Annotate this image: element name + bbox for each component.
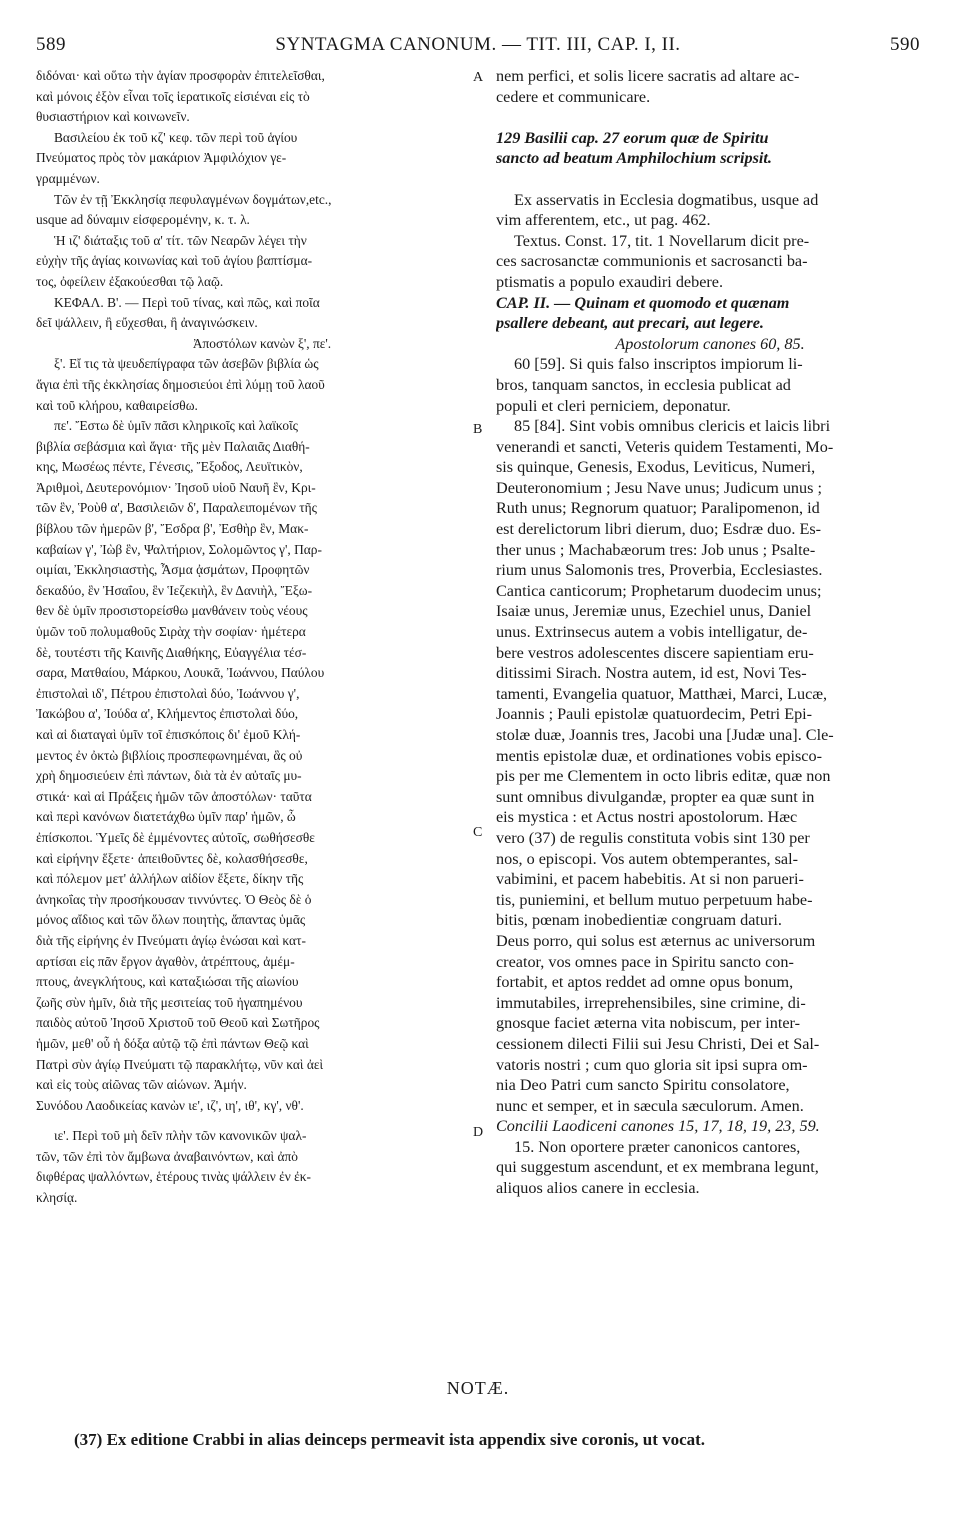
greek-line: ἀνηκοΐας τὴν προσήκουσαν τιννύντες. Ὁ Θεὸς δὲ ὁ bbox=[36, 891, 312, 907]
greek-line: θεν δὲ ὑμῖν προσιστορείσθω μανθάνειν τοὺς νέους bbox=[36, 603, 308, 619]
page-number-left: 589 bbox=[36, 34, 66, 55]
margin-letter-a: A bbox=[473, 70, 484, 85]
greek-line: δὲ, τουτέστι τῆς Καινῆς Διαθήκης, Εὐαγγέλια τέσ- bbox=[36, 644, 307, 660]
notes-heading: NOTÆ. bbox=[446, 1378, 510, 1398]
greek-line: ξ'. Εἴ τις τὰ ψευδεπίγραφα τῶν ἀσεβῶν βιβλία ὡς bbox=[54, 356, 319, 372]
latin-line: tamenti, Evangelia quatuor, Matthæi, Marci, Lucæ, bbox=[496, 684, 828, 703]
latin-line: immutabiles, irreprehensibiles, sine crimine, di- bbox=[496, 993, 806, 1012]
greek-chapter-heading: ΚΕΦΑΛ. Β'. — Περὶ τοῦ τίνας, καὶ πῶς, καὶ ποῖα bbox=[54, 294, 320, 310]
greek-line: κης, Μωσέως πέντε, Γένεσις, Ἔξοδος, Λευϊτικὸν, bbox=[36, 459, 303, 475]
greek-line: χρὴ δημοσιεύειν ἐπὶ πάντων, διὰ τὰ ἐν αὐταῖς μυ- bbox=[36, 768, 302, 784]
running-title: SYNTAGMA CANONUM. — TIT. III, CAP. I, II. bbox=[275, 34, 681, 55]
greek-line: Ἰακώβου α', Ἰούδα α', Κλήμεντος ἐπιστολαὶ δύο, bbox=[36, 706, 299, 722]
greek-subheading: Συνόδου Λαοδικείας κανὼν ιε', ιζ', ιη', ιθ', κγ', νθ'. bbox=[36, 1097, 304, 1113]
latin-line: Ruth unus; Regnorum quatuor; Paralipomenon, id bbox=[496, 499, 820, 518]
greek-line: ὑμῶν τοῦ πολυμαθοῦς Σιρὰχ τὴν σοφίαν· ἡμέτερα bbox=[36, 624, 306, 640]
greek-line: διὰ τῆς εἰρήνης ἐν Πνεύματι ἁγίῳ ἑνώσαι καὶ κατ- bbox=[36, 932, 306, 948]
latin-line: gnosque faciet æterna vita nobiscum, per inter- bbox=[496, 1014, 800, 1033]
latin-line: qui suggestum ascendunt, et ex membrana legunt, bbox=[496, 1158, 819, 1177]
greek-line: παιδὸς αὐτοῦ Ἰησοῦ Χριστοῦ τοῦ Θεοῦ καὶ Σωτῆρος bbox=[36, 1015, 320, 1031]
latin-line: est derelictorum libri dierum, duo; Esdræ duo. Es- bbox=[496, 520, 822, 539]
greek-line: δεῖ ψάλλειν, ἢ εὔχεσθαι, ἢ ἀναγινώσκειν. bbox=[36, 315, 258, 331]
greek-line: ζωῆς σὺν ἡμῖν, διὰ τῆς μεσιτείας τοῦ ἠγαπημένου bbox=[36, 994, 303, 1010]
greek-line: ἐπιστολαὶ ιδ', Πέτρου ἐπιστολαὶ δύο, Ἰωάννου γ', bbox=[36, 685, 300, 701]
latin-line: ditissimi Sirach. Nostra autem, id est, Novi Tes- bbox=[496, 664, 807, 683]
latin-line: vim afferentem, etc., ut pag. 462. bbox=[496, 211, 711, 230]
greek-line: διφθέρας ψαλλόντων, ἑτέρους τινὰς ψάλλειν ἐν ἐκ- bbox=[36, 1169, 311, 1185]
greek-line: Πνεύματος πρὸς τὸν μακάριον Ἀμφιλόχιον γε- bbox=[36, 150, 287, 166]
latin-line: pis per me Clementem in octo libris editæ, quæ non bbox=[496, 767, 831, 786]
latin-line: cessionem dilecti Filii sui Jesu Christi, Dei et Sal- bbox=[496, 1034, 820, 1053]
greek-line: καὶ πόλεμον μετ' ἀλλήλων αἰδίον ἕξετε, δίκην τῆς bbox=[36, 871, 304, 887]
greek-line: usque ad δύναμιν εἰσφερομένην, κ. τ. λ. bbox=[36, 212, 250, 228]
greek-line: Πατρὶ σὺν ἁγίῳ Πνεύματι τῷ παρακλήτῳ, νῦν καὶ ἀεὶ bbox=[36, 1056, 324, 1072]
greek-line: τῶν ἓν, Ῥοὺθ α', Βασιλειῶν δ', Παραλειπομένων τῆς bbox=[36, 500, 317, 516]
latin-line: bitis, pœnam inobedientiæ congruam daturi. bbox=[496, 911, 782, 930]
latin-line: ces sacrosanctæ communionis et sacrosancti ba- bbox=[496, 252, 808, 271]
latin-line: Deuteronomium ; Jesu Nave unus; Judicum unus ; bbox=[496, 478, 822, 497]
greek-line: μόνος αἴδιος καὶ τῶν ὅλων ποιητὴς, ἅπαντας ὑμᾶς bbox=[36, 912, 306, 928]
greek-line: ἅγια ἐπὶ τῆς ἐκκλησίας δημοσιεύοι ἐπὶ λύμῃ τοῦ λαοῦ bbox=[36, 376, 325, 392]
greek-line: πε'. Ἔστω δὲ ὑμῖν πᾶσι κληρικοῖς καὶ λαϊκοῖς bbox=[54, 418, 298, 434]
greek-line: εὐχὴν τῆς ἁγίας κοινωνίας καὶ τοῦ ἁγίου βαπτίσμα- bbox=[36, 253, 313, 269]
greek-line: κλησίᾳ. bbox=[36, 1190, 78, 1206]
latin-line: sis quinque, Genesis, Exodus, Leviticus, Numeri, bbox=[496, 458, 816, 477]
footnote: (37) Ex editione Crabbi in alias deinceps permeavit ista appendix sive coronis, ut vocat. bbox=[74, 1430, 706, 1449]
latin-line: Joannis ; Pauli epistolæ quatuordecim, Petri Epi- bbox=[496, 705, 813, 724]
greek-line: γραμμένων. bbox=[36, 170, 100, 186]
greek-line: σαρα, Ματθαίου, Μάρκου, Λουκᾶ, Ἰωάννου, Παύλου bbox=[36, 665, 325, 681]
greek-line: δεκαδύο, ἓν Ἠσαΐου, ἓν Ἱεζεκιὴλ, ἓν Δανιὴλ, Ἔξω- bbox=[36, 582, 313, 598]
latin-line: creator, vos omnes pace in Spiritu sancto con- bbox=[496, 952, 794, 971]
latin-line: venerandi et sancti, Veteris quidem Testamenti, Mo- bbox=[496, 437, 834, 456]
greek-line: θυσιαστήριον καὶ κοινωνεῖν. bbox=[36, 109, 190, 125]
latin-line: populi et cleri perniciem, deponatur. bbox=[496, 396, 731, 415]
greek-line: Ἀριθμοὶ, Δευτερονόμιον· Ἰησοῦ υἱοῦ Ναυῆ ἓν, Κρι- bbox=[36, 479, 316, 495]
latin-line: Textus. Const. 17, tit. 1 Novellarum dicit pre- bbox=[514, 231, 810, 250]
latin-line: ptismatis a populo exaudiri debere. bbox=[496, 272, 724, 291]
margin-letter-c: C bbox=[473, 825, 483, 840]
greek-column bbox=[36, 66, 488, 1209]
latin-line: ther unus ; Machabæorum tres: Job unus ; Psalte- bbox=[496, 540, 816, 559]
greek-line: αρτίσαι εἰς πᾶν ἔργον ἀγαθὸν, ἀτρέπτους, ἀμέμ- bbox=[36, 953, 295, 969]
greek-line: καὶ εἰς τοὺς αἰῶνας τῶν αἰώνων. Ἀμήν. bbox=[36, 1077, 247, 1093]
latin-heading: 129 Basilii cap. 27 eorum quæ de Spiritu bbox=[496, 128, 769, 147]
latin-chapter-heading: psallere debeant, aut precari, aut legere. bbox=[496, 314, 764, 333]
latin-line: vero (37) de regulis constituta vobis sint 130 per bbox=[496, 828, 810, 847]
latin-line: sunt omnibus divulgandæ, propter ea quæ sunt in bbox=[496, 787, 815, 806]
latin-line: rium unus Salomonis tres, Proverbia, Ecclesiastes. bbox=[496, 561, 823, 580]
latin-line: nos, o episcopi. Vos autem obtemperantes, sal- bbox=[496, 849, 798, 868]
latin-line: Isaiæ unus, Jeremiæ unus, Ezechiel unus, Daniel bbox=[496, 602, 812, 621]
latin-heading: sancto ad beatum Amphilochium scripsit. bbox=[496, 149, 772, 168]
greek-line: καὶ τοῦ κλήρου, καθαιρείσθω. bbox=[36, 397, 198, 413]
greek-line: καὶ εἰρήνην ἕξετε· ἀπειθοῦντες δὲ, κολασθήσεσθε, bbox=[36, 850, 308, 866]
latin-line: 85 [84]. Sint vobis omnibus clericis et laicis libri bbox=[514, 417, 831, 436]
latin-line: bros, tanquam sanctos, in ecclesia publicat ad bbox=[496, 375, 791, 394]
latin-line: 60 [59]. Si quis falso inscriptos impiorum li- bbox=[514, 355, 803, 374]
greek-line: καὶ αἱ διαταγαὶ ὑμῖν τοῖ ἐπισκόποις δι' ἐμοῦ Κλή- bbox=[36, 727, 301, 742]
latin-line: Deus porro, qui solus est æternus ac universorum bbox=[496, 931, 816, 950]
latin-line: 15. Non oportere præter canonicos cantores, bbox=[514, 1137, 801, 1156]
latin-line: nia Deo Patri cum sancto Spiritu consolatore, bbox=[496, 1076, 790, 1095]
latin-line: mentis epistolæ duæ, et ordinationes vobis episco- bbox=[496, 746, 822, 765]
latin-line: vabimini, et pacem habebitis. At si non parueri- bbox=[496, 870, 804, 889]
greek-line: τος, ὀφείλειν ἐξακούεσθαι τῷ λαῷ. bbox=[36, 273, 224, 289]
latin-subheading: Apostolorum canones 60, 85. bbox=[615, 334, 805, 353]
greek-line: βίβλου τῶν ἡμερῶν β', Ἔσδρα β', Ἐσθὴρ ἓν, Μακ- bbox=[36, 521, 309, 537]
greek-line: στικά· καὶ αἱ Πράξεις ἡμῶν τῶν ἀποστόλων· ταῦτα bbox=[36, 788, 312, 804]
page-header bbox=[36, 34, 920, 64]
latin-line: stolæ duæ, Joannis tres, Jacobi una [Judæ una]. Cle- bbox=[496, 726, 834, 744]
latin-line: vatoris nostri ; cum quo gloria sit ipsi supra om- bbox=[496, 1055, 808, 1074]
greek-line: μεντος ἐν ὀκτὼ βιβλίοις προσπεφωνημέναι, ἃς οὐ bbox=[36, 747, 303, 763]
greek-line: πτους, ἀνεγκλήτους, καὶ καταξιώσαι τῆς αἰωνίου bbox=[36, 974, 299, 990]
greek-line: καὶ περὶ κανόνων διατετάχθω ὑμῖν παρ' ἡμῶν, ὦ bbox=[36, 809, 296, 825]
latin-line: eis mystica : et Actus nostri apostolorum. Hæc bbox=[496, 808, 798, 827]
latin-line: nem perfici, et solis licere sacratis ad altare ac- bbox=[496, 67, 800, 85]
latin-chapter-heading: CAP. II. — Quinam et quomodo et quænam bbox=[496, 293, 790, 312]
latin-line: aliquos alios canere in ecclesia. bbox=[496, 1179, 700, 1198]
latin-column bbox=[496, 66, 924, 1199]
greek-line: οιμίαι, Ἐκκλησιαστὴς, Ἆσμα ᾀσμάτων, Προφητῶν bbox=[36, 562, 310, 578]
latin-line: Ex asservatis in Ecclesia dogmatibus, usque ad bbox=[514, 190, 819, 209]
greek-line: καβαίων γ', Ἰὼβ ἓν, Ψαλτήριον, Σολομῶντος γ', Παρ- bbox=[36, 541, 322, 557]
latin-line: fortabit, et aptos reddet ad omne opus bonum, bbox=[496, 973, 794, 992]
greek-line: ἡμῶν, μεθ' οὗ ἡ δόξα αὐτῷ τῷ ἐπὶ πάντων Θεῷ καὶ bbox=[36, 1035, 309, 1051]
latin-subheading: Concilii Laodiceni canones 15, 17, 18, 19, 23, 59. bbox=[496, 1117, 820, 1136]
greek-subheading: Ἀποστόλων κανὼν ξ', πε'. bbox=[192, 335, 332, 351]
greek-line: Βασιλείου ἐκ τοῦ κζ' κεφ. τῶν περὶ τοῦ ἁγίου bbox=[54, 129, 298, 145]
latin-line: unus. Extrinsecus autem a vobis intelligatur, de- bbox=[496, 623, 808, 642]
greek-line: διδόναι· καὶ οὕτω τὴν ἁγίαν προσφορὰν ἐπιτελεῖσθαι, bbox=[36, 68, 325, 83]
page-number-right: 590 bbox=[890, 34, 920, 55]
latin-line: cedere et communicare. bbox=[496, 87, 651, 106]
margin-letter-b: B bbox=[473, 422, 483, 437]
greek-line: βιβλία σεβάσμια καὶ ἅγια· τῆς μὲν Παλαιᾶς Διαθή- bbox=[36, 438, 310, 454]
latin-line: bere vestros adolescentes discere sapientiam eru- bbox=[496, 643, 814, 662]
greek-line: Ἡ ιζ' διάταξις τοῦ α' τίτ. τῶν Νεαρῶν λέγει τὴν bbox=[54, 232, 307, 248]
greek-line: Τῶν ἐν τῇ Ἐκκλησίᾳ πεφυλαγμένων δογμάτων,etc., bbox=[54, 191, 332, 207]
latin-line: nunc et semper, et in sæcula sæculorum. Amen. bbox=[496, 1096, 804, 1115]
greek-line: καὶ μόνοις ἐξὸν εἶναι τοῖς ἱερατικοῖς εἰσιέναι εἰς τὸ bbox=[36, 88, 310, 104]
greek-line: ἐπίσκοποι. Ὑμεῖς δὲ ἐμμένοντες αὐτοῖς, σωθήσεσθε bbox=[36, 829, 315, 845]
latin-line: Cantica canticorum; Prophetarum duodecim unus; bbox=[496, 581, 822, 600]
greek-line: ιε'. Περὶ τοῦ μὴ δεῖν πλὴν τῶν κανονικῶν ψαλ- bbox=[54, 1128, 307, 1144]
latin-line: tis, puniemini, et bellum mutuo perpetuum habe- bbox=[496, 890, 813, 909]
margin-letter-d: D bbox=[473, 1125, 484, 1140]
greek-line: τῶν, τῶν ἐπὶ τὸν ἄμβωνα ἀναβαινόντων, καὶ ἀπὸ bbox=[36, 1148, 298, 1164]
